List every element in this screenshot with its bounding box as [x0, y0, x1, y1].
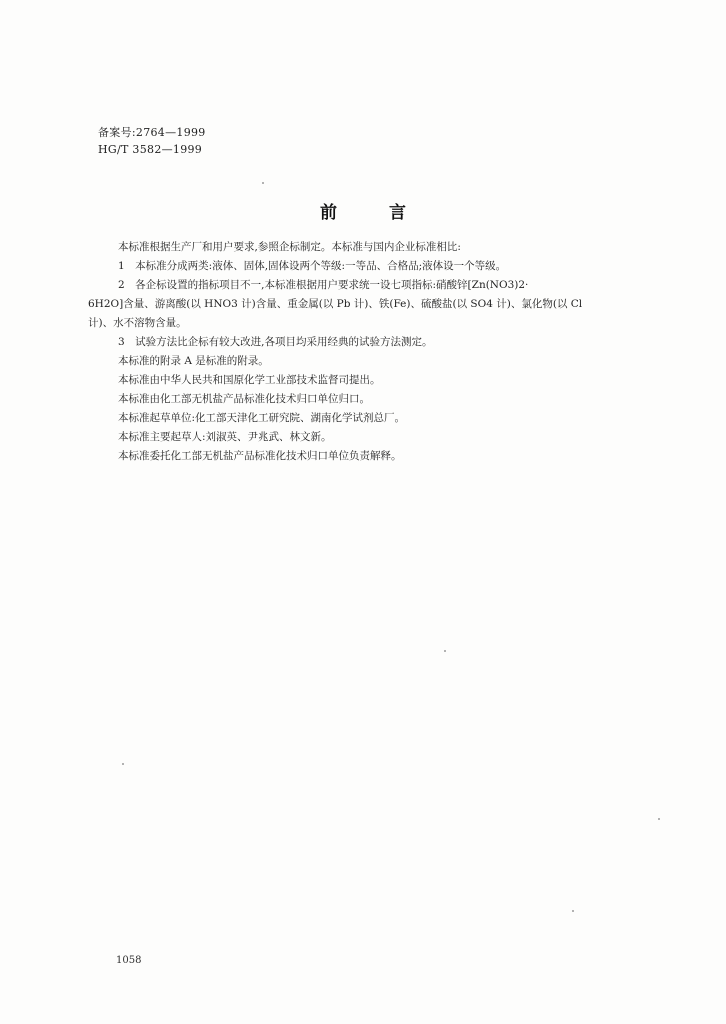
standard-number: HG/T 3582—1999: [98, 143, 203, 156]
paragraph-item-1: 1 本标准分成两类:液体、固体,固体设两个等级:一等品、合格品;液体设一个等级。: [118, 260, 507, 272]
document-header: [98, 124, 206, 158]
paragraph-appendix: 本标准的附录 A 是标准的附录。: [118, 355, 269, 367]
paragraph-drafters: 本标准主要起草人:刘淑英、尹兆武、林文新。: [118, 431, 332, 443]
paragraph-interpretation: 本标准委托化工部无机盐产品标准化技术归口单位负责解释。: [118, 450, 402, 462]
scan-speck: [122, 763, 124, 765]
paragraph-item-3: 3 试验方法比企标有较大改进,各项目均采用经典的试验方法测定。: [118, 336, 433, 348]
paragraph-item-2-cont-a: 6H2O]含量、游离酸(以 HNO3 计)含量、重金属(以 Pb 计)、铁(Fe)、硫酸盐(以 SO4 计)、氯化物(以 Cl: [88, 298, 583, 310]
paragraph-intro: 本标准根据生产厂和用户要求,参照企标制定。本标准与国内企业标准相比:: [118, 241, 461, 253]
page-title: [0, 198, 726, 223]
scan-speck: [262, 182, 264, 184]
record-number: 备案号:2764—1999: [98, 126, 206, 139]
paragraph-drafting-units: 本标准起草单位:化工部天津化工研究院、湖南化学试剂总厂。: [118, 412, 406, 424]
scan-speck: [444, 650, 446, 652]
preface-body: [88, 238, 658, 466]
paragraph-item-2-cont-b: 计)、水不溶物含量。: [88, 317, 187, 329]
paragraph-item-2: 2 各企标设置的指标项目不一,本标准根据用户要求统一设七项指标:硝酸锌[Zn(NO3)2·: [118, 279, 529, 291]
scan-speck: [572, 910, 574, 912]
page-number: 1058: [116, 955, 142, 966]
scan-speck: [658, 818, 660, 820]
paragraph-proposed-by: 本标准由中华人民共和国原化学工业部技术监督司提出。: [118, 374, 381, 386]
title-char-2: 言: [389, 203, 406, 223]
paragraph-managed-by: 本标准由化工部无机盐产品标准化技术归口单位归口。: [118, 393, 370, 405]
title-char-1: 前: [320, 203, 337, 223]
